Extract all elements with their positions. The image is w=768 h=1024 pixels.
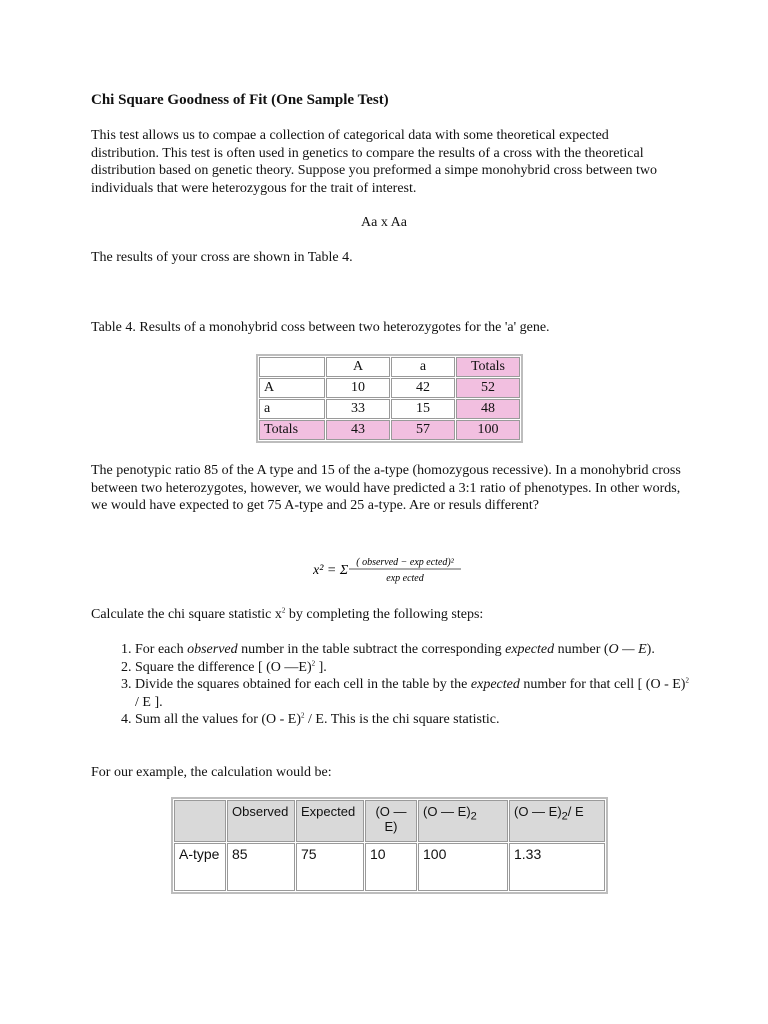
calc-row-label: A-type	[174, 843, 226, 891]
table4-row-label: Totals	[259, 420, 325, 440]
table4-cell: 33	[326, 399, 390, 419]
formula-numerator: ( observed − exp ected)²	[356, 557, 454, 568]
calc-header-cell: (O — $E)_2/$ E	[509, 800, 605, 842]
table4-cell: 42	[391, 378, 455, 398]
calc-header-cell: Expected	[296, 800, 364, 842]
table4-cell: 15	[391, 399, 455, 419]
formula-lhs: x² = Σ	[313, 563, 349, 578]
steps-list	[91, 641, 695, 729]
calc-header-cell: Observed	[227, 800, 295, 842]
calc-row	[174, 843, 605, 891]
table4-header-cell: Totals	[456, 357, 520, 377]
table4-row-label: A	[259, 378, 325, 398]
table4-total-cell: 52	[456, 378, 520, 398]
calc-header-cell: (O — E)	[365, 800, 417, 842]
table4-total-cell: 57	[391, 420, 455, 440]
table4	[256, 354, 523, 443]
step-item: 2. Square the difference [ (O —E)$^2$ ].	[135, 659, 695, 677]
calc-cell-difference: 10	[365, 843, 417, 891]
table4-cell: 10	[326, 378, 390, 398]
table4-row-label: a	[259, 399, 325, 419]
table4-header-row	[259, 357, 520, 377]
calc-intro: Calculate the chi square statistic $x^2$ by completing the following steps:	[91, 606, 484, 622]
table4-caption: Table 4. Results of a monohybrid coss between two heterozygotes for the 'a' gene.	[91, 320, 550, 335]
table4-row	[259, 399, 520, 419]
calc-cell-observed: 85	[227, 843, 295, 891]
table4-header-cell: a	[391, 357, 455, 377]
table4-total-cell: 48	[456, 399, 520, 419]
table4-header-cell: A	[326, 357, 390, 377]
calc-cell-squared: 100	[418, 843, 508, 891]
formula-denominator: exp ected	[386, 573, 424, 584]
table4-row	[259, 378, 520, 398]
example-paragraph: For our example, the calculation would be:	[91, 765, 332, 780]
step-item: 4. Sum all the values for (O - E)$^2$ / E. This is the chi square statistic.	[135, 711, 695, 729]
table4-header-cell	[259, 357, 325, 377]
calculation-table	[171, 797, 608, 894]
calc-header-cell: (O — $E)_2$	[418, 800, 508, 842]
calc-header-cell	[174, 800, 226, 842]
cross-notation: Aa x Aa	[361, 215, 407, 230]
intro-paragraph: This test allows us to compae a collection of categorical data with some theoretical expected distribution. This test is often used in genetics to compare the results of a cross with the theoretical distribution based on genetic theory. Suppose you preformed a simpe monohybrid cross between two individuals that were heterozygous for the trait of interest.	[91, 128, 657, 196]
calc-header-row	[174, 800, 605, 842]
chi-square-formula	[313, 552, 463, 586]
table4-total-cell: 43	[326, 420, 390, 440]
calc-cell-chi: 1.33	[509, 843, 605, 891]
table4-totals-row	[259, 420, 520, 440]
step-item: 1. For each observed number in the table subtract the corresponding expected number (O — E).	[135, 641, 695, 659]
calc-cell-expected: 75	[296, 843, 364, 891]
phenotype-paragraph: The penotypic ratio 85 of the A type and 15 of the a-type (homozygous recessive). In a monohybrid cross between two heterozygotes, however, we would have predicted a 3:1 ratio of phenotypes. In other words, we would have expected to get 75 A-type and 25 a-type. Are or resuls different?	[91, 463, 681, 513]
page-title: Chi Square Goodness of Fit (One Sample Test)	[91, 92, 389, 108]
table4-total-cell: 100	[456, 420, 520, 440]
results-paragraph: The results of your cross are shown in Table 4.	[91, 250, 353, 265]
step-item: 3. Divide the squares obtained for each cell in the table by the expected number for that cell [ (O - E)$^2$ / E ].	[135, 676, 695, 711]
